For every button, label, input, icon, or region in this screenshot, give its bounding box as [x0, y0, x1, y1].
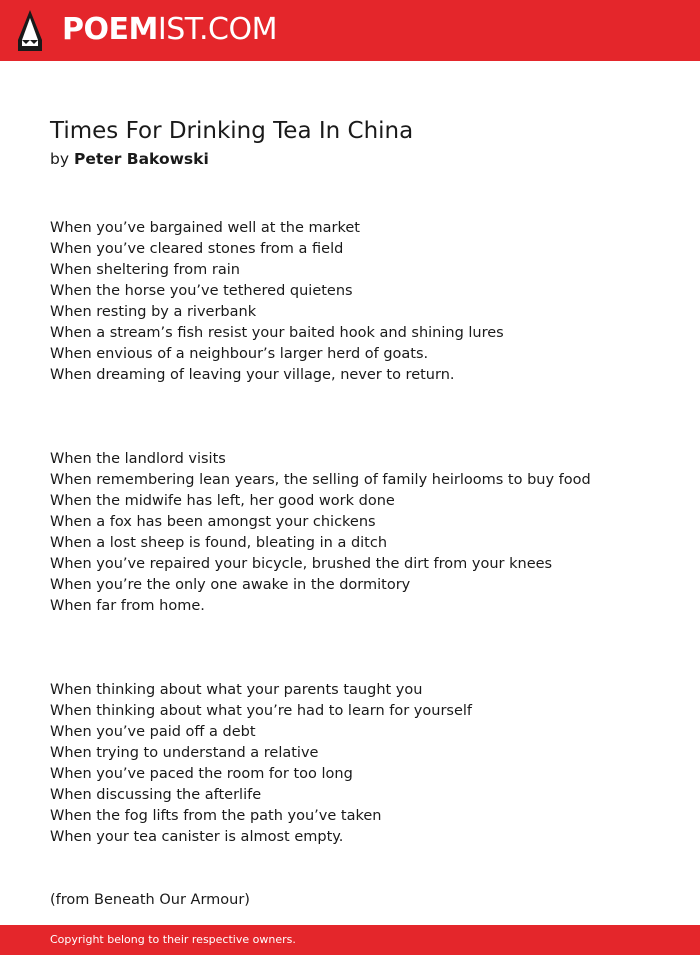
poem-line: When the fog lifts from the path you’ve taken [50, 808, 382, 824]
byline [50, 148, 209, 170]
poem-line: When you’ve bargained well at the market [50, 220, 360, 236]
site-logo[interactable] [62, 12, 277, 48]
poem-line: When the midwife has left, her good work done [50, 493, 395, 509]
by-label: by [50, 150, 70, 168]
poem-source: (from Beneath Our Armour) [50, 892, 250, 908]
header-bar [0, 0, 700, 61]
poem-line: When sheltering from rain [50, 262, 240, 278]
logo-text-bold: POEM [62, 12, 158, 47]
logo-text-light: IST.COM [157, 12, 277, 47]
poem-line: When you’ve paced the room for too long [50, 766, 353, 782]
poem-line: When thinking about what your parents taught you [50, 682, 423, 698]
poem-line: When resting by a riverbank [50, 304, 257, 320]
poem-line: When the horse you’ve tethered quietens [50, 283, 353, 299]
author-name: Peter Bakowski [73, 150, 209, 168]
poem-line: When a lost sheep is found, bleating in a ditch [50, 535, 388, 551]
stanza [50, 680, 670, 848]
stanza [50, 449, 670, 617]
footer-bar [0, 925, 700, 955]
poem-line: When trying to understand a relative [50, 745, 319, 761]
poem-body [50, 218, 670, 911]
poem-line: When your tea canister is almost empty. [50, 829, 344, 845]
poem-line: When remembering lean years, the selling of family heirlooms to buy food [50, 472, 591, 488]
copyright-text: Copyright belong to their respective owners. [50, 933, 296, 946]
poem-line: When thinking about what you’re had to learn for yourself [50, 703, 473, 719]
pencil-tip-icon [18, 10, 42, 51]
poem-line: When dreaming of leaving your village, never to return. [50, 367, 455, 383]
poem-line: When envious of a neighbour’s larger herd of goats. [50, 346, 429, 362]
poem-title: Times For Drinking Tea In China [50, 118, 414, 144]
poem-line: When you’re the only one awake in the dormitory [50, 577, 411, 593]
poem-line: When the landlord visits [50, 451, 226, 467]
poem-line: When you’ve cleared stones from a field [50, 241, 344, 257]
stanza [50, 218, 670, 386]
poem-line: When far from home. [50, 598, 205, 614]
stanza-gap [50, 869, 670, 890]
poem-line: When a stream’s fish resist your baited hook and shining lures [50, 325, 504, 341]
poem-line: When you’ve repaired your bicycle, brushed the dirt from your knees [50, 556, 553, 572]
poem-line: When you’ve paid off a debt [50, 724, 256, 740]
poem-line: When discussing the afterlife [50, 787, 262, 803]
stanza-gap [50, 407, 670, 449]
poem-line: When a fox has been amongst your chickens [50, 514, 376, 530]
stanza-gap [50, 638, 670, 680]
